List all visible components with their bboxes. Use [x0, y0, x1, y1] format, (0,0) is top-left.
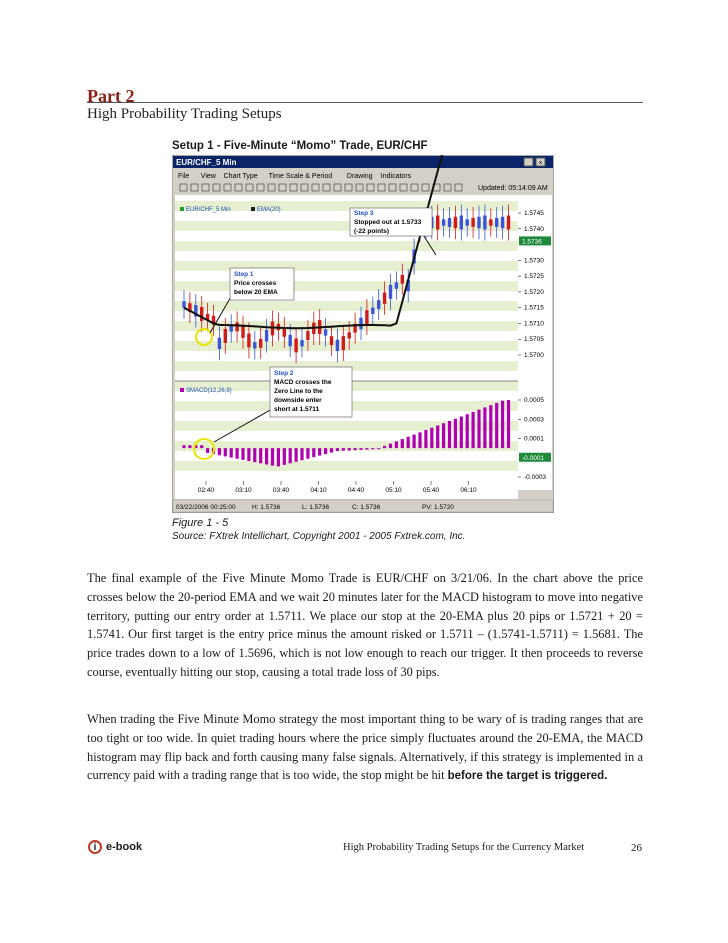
updated-time: Updated: 05:14:09 AM [478, 185, 548, 192]
price-tick-label: 1.5705 [524, 336, 544, 344]
status-pv: PV: 1.5720 [422, 504, 454, 511]
candle-body [294, 338, 297, 352]
step1-callout [230, 268, 294, 300]
candle-body [241, 326, 244, 337]
candle-body [265, 330, 268, 341]
macd-bar [348, 448, 351, 450]
candle-body [507, 216, 510, 230]
candle-body [336, 340, 339, 351]
macd-tick-label: 0.0005 [524, 397, 544, 404]
candle-body [218, 338, 221, 349]
macd-bar [430, 428, 433, 448]
candle-body [454, 217, 457, 228]
macd-bar [306, 448, 309, 459]
candle-body [483, 216, 486, 230]
paragraph-2 [87, 710, 643, 786]
macd-bar [236, 448, 239, 459]
title-rule [87, 102, 643, 103]
macd-bar [383, 446, 386, 448]
macd-bar [418, 432, 421, 448]
candle-body [401, 275, 404, 284]
macd-bar [265, 448, 268, 464]
macd-bar [318, 448, 321, 456]
price-tick-label: 1.5715 [524, 304, 544, 312]
macd-bar [436, 426, 439, 449]
candle-body [442, 219, 445, 225]
macd-bar [395, 441, 398, 448]
macd-bar [407, 437, 410, 448]
status-close: C: 1.5736 [352, 504, 381, 511]
status-low: L: 1.5736 [302, 504, 330, 511]
candle-body [436, 216, 439, 230]
macd-bar [200, 445, 203, 448]
step2-line3: downside enter [274, 397, 322, 404]
macd-bar [241, 448, 244, 460]
time-axis [175, 481, 518, 499]
candle-body [230, 325, 233, 331]
part-title: Part 2 [87, 86, 135, 106]
ebook-logo [88, 840, 142, 854]
macd-tick-label: 0.0001 [524, 435, 544, 443]
macd-bar [377, 448, 380, 449]
menu-item-4[interactable]: Drawing [346, 173, 373, 180]
page-number: 26 [631, 842, 642, 854]
paragraph-2-text: When trading the Five Minute Momo strategy the most important thing to be wary of is trading ranges that are too tight or too wide. In quiet trading hours where the price simply fluctuates around the 20-EMA, the MACD histogram may flip back and forth causing many false signals. Alternatively, if this strategy is implemented in a currency paid with a trading range that is too wide, the stop might be hit [87, 712, 643, 783]
step3-line2: (-22 points) [354, 228, 390, 235]
candle-body [306, 331, 309, 340]
price-tick-label: 1.5740 [524, 225, 544, 233]
time-tick-label: 02:40 [197, 487, 215, 494]
step2-line4: short at 1.5711 [274, 406, 320, 413]
macd-bar [295, 448, 298, 462]
macd-bar [342, 448, 345, 451]
macd-bar [230, 448, 233, 457]
chart-window [172, 155, 554, 513]
minimize-button[interactable] [524, 158, 533, 166]
candle-body [501, 217, 504, 228]
candle-body [182, 301, 185, 307]
macd-bar [271, 448, 274, 466]
legend-macd: SMACD(12,26,9) [186, 388, 232, 394]
macd-bar [359, 448, 362, 450]
step3-line1: Stopped out at 1.5733 [354, 219, 422, 226]
macd-bar [300, 448, 303, 460]
macd-bar [472, 412, 475, 448]
macd-bar [365, 448, 368, 449]
section-subtitle: High Probability Trading Setups [87, 106, 282, 122]
ebook-logo-icon: i [88, 840, 102, 854]
status-high: H: 1.5736 [252, 504, 281, 511]
step2-line2: Zero Line to the [274, 388, 323, 395]
menu-item-0[interactable]: File [178, 173, 190, 180]
candle-body [448, 218, 451, 227]
macd-tick-label: 0.0003 [524, 416, 544, 424]
step2-callout [270, 367, 352, 417]
candle-body [489, 219, 492, 225]
macd-bar [283, 448, 286, 465]
macd-bar [253, 448, 256, 462]
paragraph-1: The final example of the Five Minute Momo Trade is EUR/CHF on 3/21/06. In the chart above the price crosses below the 20-period EMA and we wait 20 minutes later for the MACD histogram to move into negative territory, putting our entry order at 1.5711. We place our stop at the 20-EMA plus 20 pips or 1.5721 + 20 = 1.5741. Our first target is the entry price minus the amount risked or 1.5711 – (1.5741-1.5711) = 1.5681. The price trades down to a low of 1.5696, which is not low enough to reach our trigger. It then proceeds to reverse course, eventually hitting our stop, causing a total trade loss of 30 pips. [87, 571, 643, 679]
close-icon[interactable]: × [538, 160, 543, 167]
time-tick-label: 03:10 [235, 487, 252, 494]
candle-body [466, 219, 469, 225]
candle-body [477, 217, 480, 228]
price-tick-label: 1.5700 [524, 352, 544, 359]
status-datetime: 03/22/2006 00:25:00 [176, 504, 236, 511]
macd-bar [466, 414, 469, 448]
candle-body [389, 285, 392, 299]
step3-title: Step 3 [354, 210, 374, 217]
macd-bar [495, 403, 498, 448]
ebook-logo-text: e-book [106, 841, 143, 853]
candle-body [235, 322, 238, 331]
window-title: EUR/CHF_5 Min [176, 158, 237, 167]
time-tick-label: 04:10 [310, 487, 327, 494]
candle-body [324, 329, 327, 335]
step2-title: Step 2 [274, 370, 294, 377]
macd-bar [389, 444, 392, 449]
legend-price-swatch [180, 207, 184, 211]
price-tick-label: 1.5710 [524, 320, 544, 328]
macd-bar [188, 445, 191, 448]
legend-ema-swatch [251, 207, 255, 211]
candle-body [348, 332, 351, 338]
price-tick-label: 1.5745 [524, 210, 544, 217]
macd-bar [501, 401, 504, 448]
candle-body [259, 339, 262, 348]
candle-body [283, 328, 286, 337]
menu-item-2[interactable]: Chart Type [223, 173, 258, 180]
macd-bar [507, 400, 510, 448]
macd-bar [371, 448, 374, 449]
candle-body [300, 340, 303, 346]
macd-bar [224, 448, 227, 456]
macd-tick-label: -0.0003 [524, 474, 547, 481]
step3-callout [350, 208, 432, 236]
chart-window-svg [172, 155, 554, 513]
candle-body [495, 218, 498, 227]
figure-source: Source: FXtrek Intellichart, Copyright 2001 - 2005 Fxtrek.com, Inc. [172, 531, 466, 542]
candle-body [342, 336, 345, 350]
candle-body [247, 333, 250, 347]
macd-bar [489, 405, 492, 448]
menu-item-3[interactable]: Time Scale & Period [268, 173, 333, 180]
candle-body [460, 216, 463, 230]
candle-body [289, 335, 292, 346]
macd-bar [401, 439, 404, 448]
candle-body [224, 329, 227, 343]
legend-price: EUR/CHF_5 Min [186, 207, 231, 213]
macd-bar [424, 430, 427, 448]
time-tick-label: 04:40 [347, 487, 365, 494]
macd-bar [413, 435, 416, 449]
macd-bar [477, 410, 480, 448]
step1-line2: below 20 EMA [234, 289, 278, 296]
macd-tick-label: -0.0001 [522, 454, 545, 462]
menu-item-1[interactable]: View [200, 173, 216, 180]
macd-bar [448, 421, 451, 448]
macd-bar [454, 419, 457, 448]
step1-line1: Price crosses [234, 280, 277, 287]
candle-body [395, 282, 398, 288]
candle-body [471, 218, 474, 227]
macd-bar [336, 448, 339, 451]
candle-body [377, 300, 380, 309]
macd-bar [442, 423, 445, 448]
macd-bar [354, 448, 357, 450]
macd-bar [312, 448, 315, 457]
time-tick-label: 05:40 [422, 487, 440, 494]
macd-bar [483, 407, 486, 448]
macd-bar [324, 448, 327, 454]
step1-title: Step 1 [234, 271, 254, 278]
paragraph-2-bold: before the target is triggered. [447, 770, 608, 783]
legend-ema: EMA(20) [257, 207, 281, 213]
candle-body [383, 293, 386, 304]
time-tick-label: 06:10 [460, 487, 477, 494]
price-tick-label: 1.5725 [524, 273, 544, 281]
macd-bar [182, 445, 185, 448]
macd-bar [218, 448, 221, 455]
time-tick-label: 05:10 [385, 487, 402, 494]
candle-body [330, 336, 333, 345]
price-tick-label: 1.5720 [524, 288, 544, 296]
candle-body [359, 318, 362, 329]
macd-bar [277, 448, 280, 466]
macd-bar [247, 448, 250, 461]
figure-number: Figure 1 - 5 [172, 517, 229, 529]
figure-caption: Setup 1 - Five-Minute “Momo” Trade, EUR/CHF [172, 140, 428, 152]
price-tick-label: 1.5736 [522, 238, 542, 246]
macd-bar [259, 448, 262, 463]
macd-bar [206, 448, 209, 453]
step2-line1: MACD crosses the [274, 379, 332, 386]
candle-body [371, 308, 374, 314]
price-tick-label: 1.5730 [524, 257, 544, 265]
candle-body [365, 310, 368, 324]
legend-macd-swatch [180, 388, 184, 392]
macd-bar [460, 416, 463, 448]
candle-body [253, 342, 256, 348]
macd-bar [330, 448, 333, 452]
macd-bar [289, 448, 292, 463]
time-tick-label: 03:40 [272, 487, 290, 494]
footer-title: High Probability Trading Setups for the Currency Market [343, 842, 585, 853]
menu-item-5[interactable]: Indicators [380, 173, 412, 180]
